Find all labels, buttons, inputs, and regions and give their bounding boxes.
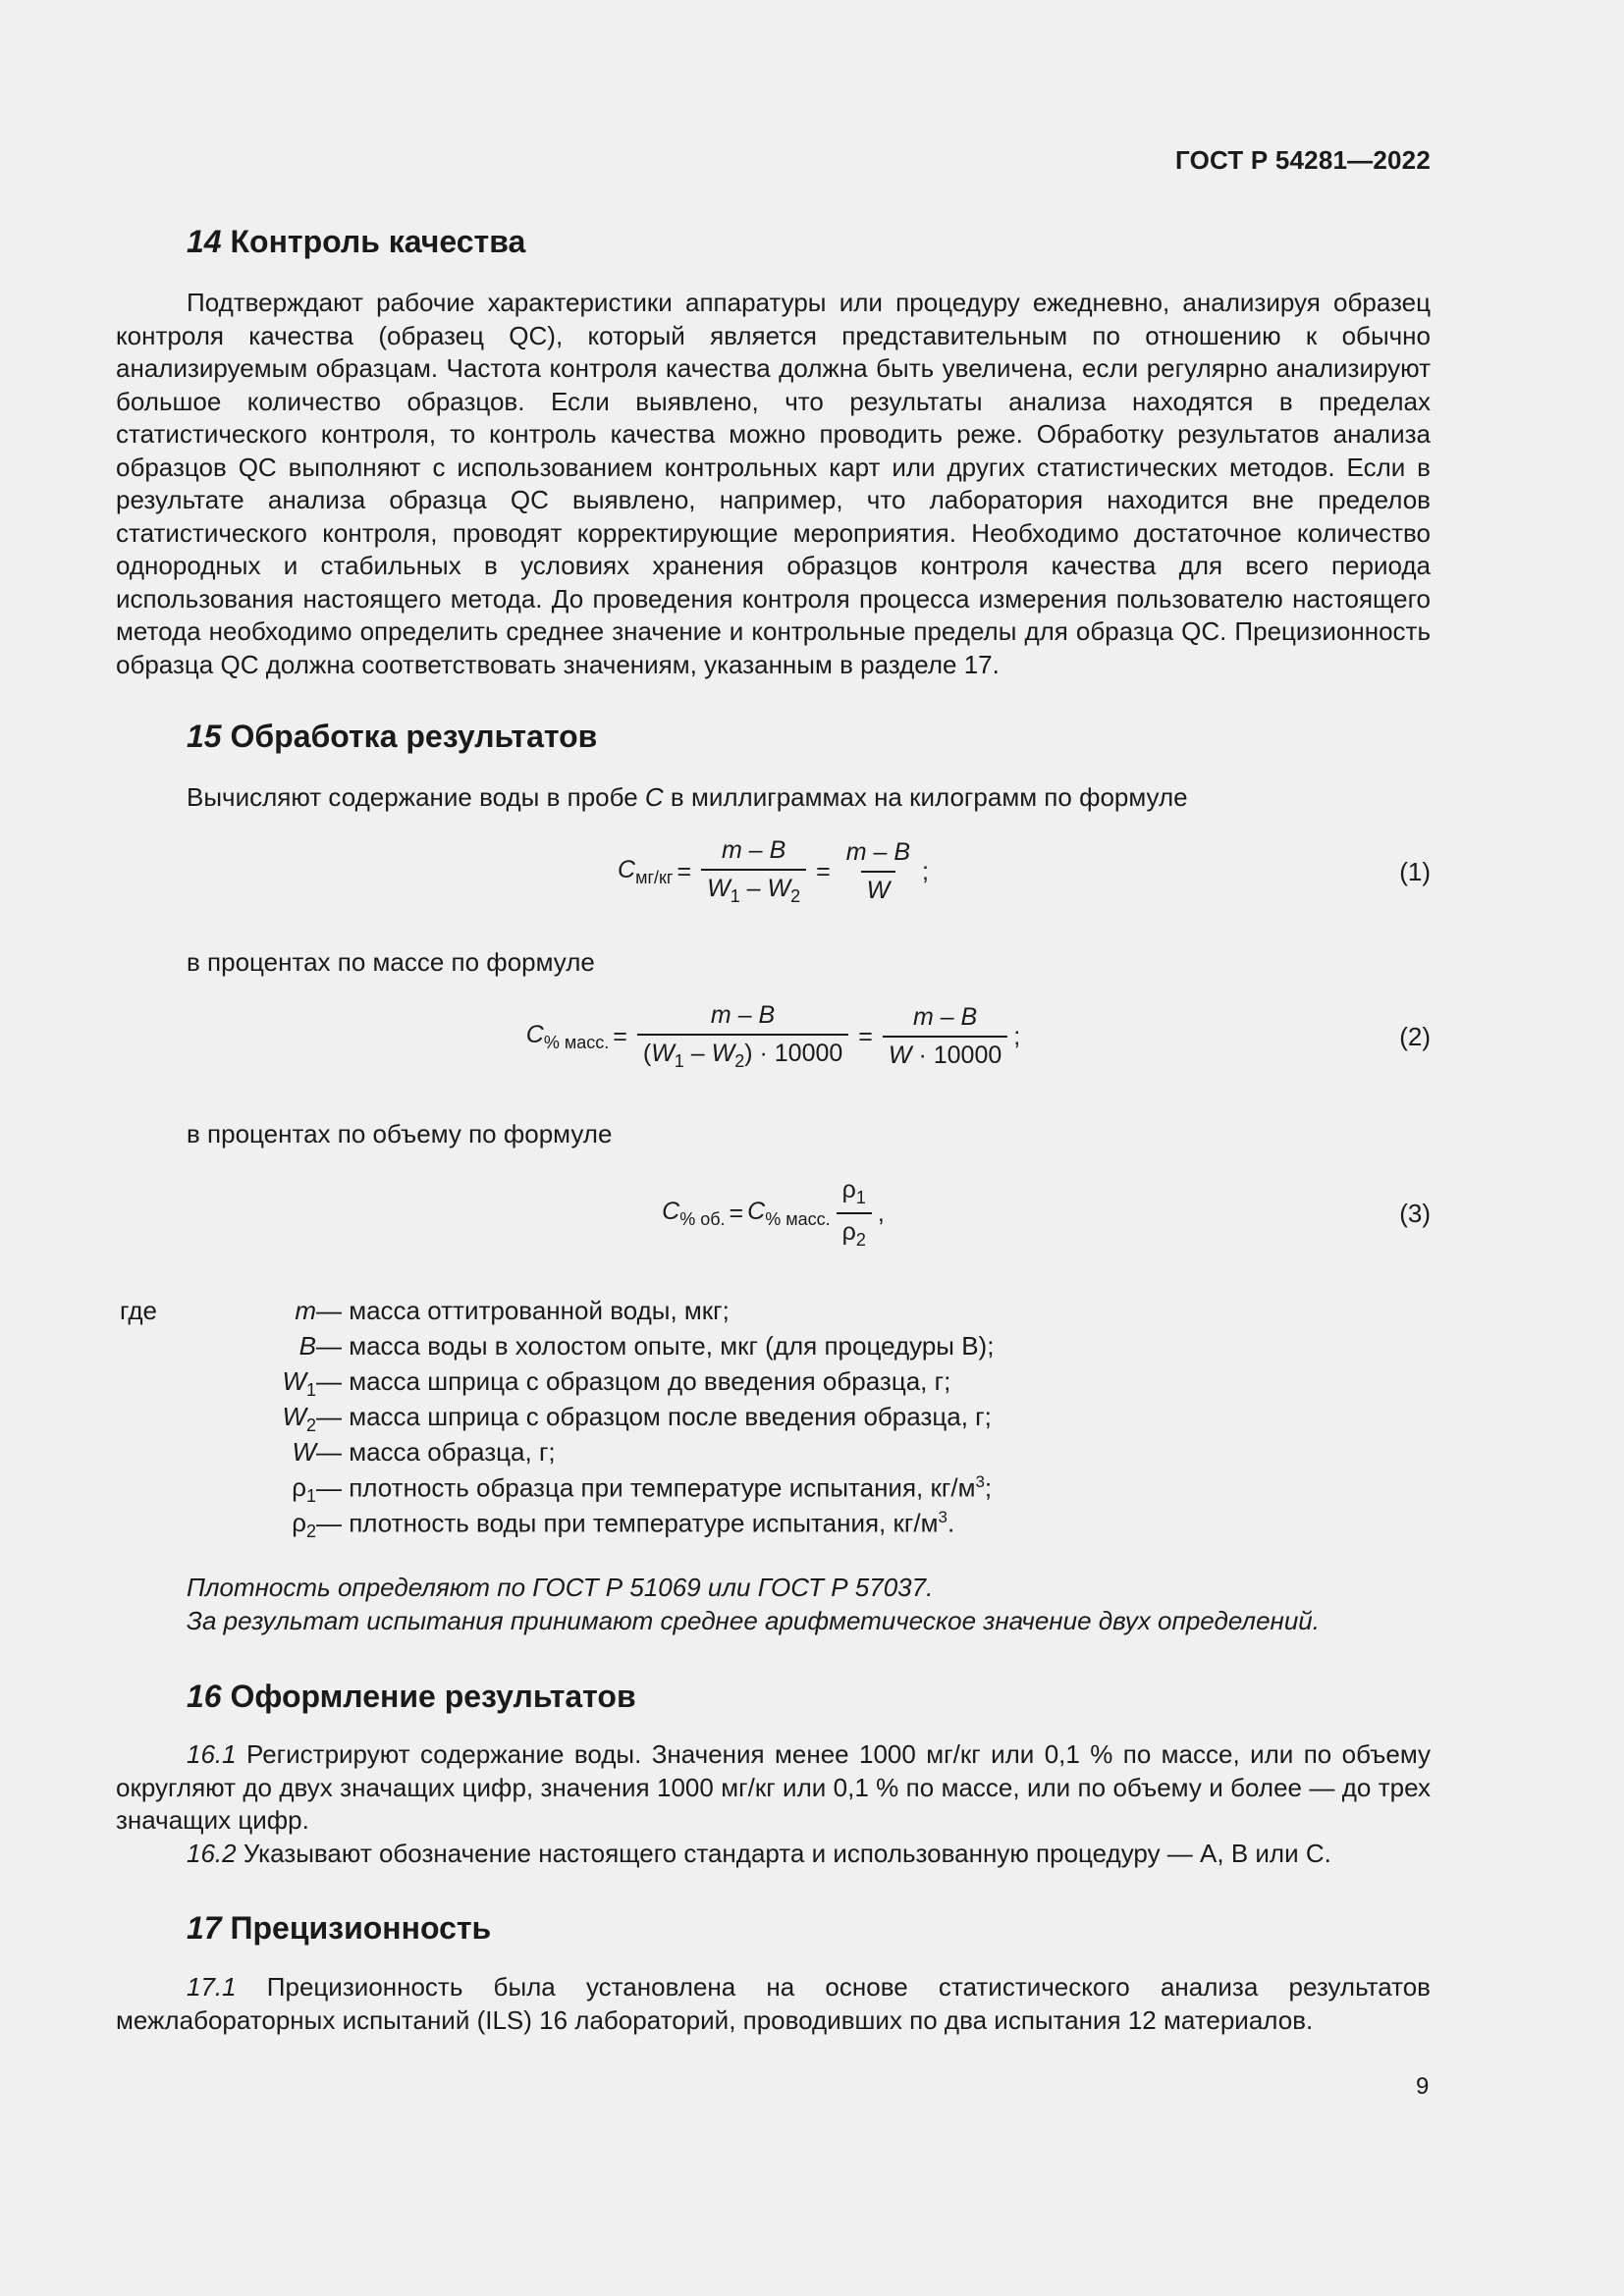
legend-description: — масса воды в холостом опыте, мкг (для процедуры В); <box>316 1331 995 1361</box>
section-number: 14 <box>187 224 222 259</box>
note-density: Плотность определяют по ГОСТ Р 51069 или ГОСТ Р 57037. <box>187 1573 934 1602</box>
section-number: 15 <box>187 719 222 754</box>
legend-row <box>116 1366 1431 1402</box>
document-header: ГОСТ Р 54281—2022 <box>1175 145 1431 175</box>
legend-row <box>116 1331 1431 1366</box>
intro-text-end: в миллиграммах на килограмм по формуле <box>663 782 1188 812</box>
legend-row <box>116 1472 1431 1508</box>
legend-symbol: $\rho_1$ <box>292 1472 316 1506</box>
formula-2-fraction-1: $\frac{m - B}{(W_1 - W_2) \cdot 10000}$ <box>637 1001 848 1072</box>
formula-1-fraction-1: $\frac{m - B}{W_1 - W_2}$ <box>701 836 806 907</box>
legend-description: — плотность воды при температуре испытания, $кг/м^3$. <box>316 1508 955 1538</box>
formula-3-lhs: $C_{\% об.}$ <box>662 1197 726 1229</box>
legend-description: — плотность образца при температуре испытания, $кг/м^3$; <box>316 1472 993 1503</box>
where-word: где <box>120 1296 157 1325</box>
legend-row <box>116 1437 1431 1472</box>
intro-text: Вычисляют содержание воды в пробе <box>187 782 645 812</box>
legend-symbol: B <box>298 1331 316 1361</box>
section-title-text: Оформление результатов <box>230 1679 636 1714</box>
legend-row <box>116 1296 1431 1331</box>
section-number: 17 <box>187 1910 222 1946</box>
section-title-text: Обработка результатов <box>230 719 598 754</box>
legend-symbol: $W_1$ <box>282 1366 316 1400</box>
page-number: 9 <box>1416 2073 1430 2100</box>
legend-symbol: $\rho_2$ <box>292 1508 316 1541</box>
formula-1-fraction-2: $\frac{m - B}{W}$ <box>845 838 911 904</box>
legend-description: — масса образца, г; <box>316 1437 556 1467</box>
section-number: 16 <box>187 1679 222 1714</box>
section-title-text: Контроль качества <box>230 224 526 259</box>
formula-2: $C_{\% масс.}$ = $\frac{m - B}{(W_1 - W_2) \cdot 10000}$ = $\frac{m - B}{W \cdot 10000}$ ; (2) <box>525 1001 1431 1071</box>
legend-symbol: W <box>292 1437 316 1467</box>
section-15-intro <box>187 782 1188 813</box>
equation-number-1: (1) <box>1399 856 1431 886</box>
section-16-1-paragraph: 16.1 Регистрируют содержание воды. Значения менее 1000 мг/кг или 0,1 % по массе, или по объему округляют до двух значащих цифр, значения 1000 мг/кг или 0,1 % по массе, или по объему и более — до трех значащих цифр. <box>116 1739 1431 1835</box>
formula-1: $C_{мг/кг}$ = $\frac{m - B}{W_1 - W_2}$ = $\frac{m - B}{W}$ ; (1) <box>618 836 1431 906</box>
legend-row <box>116 1508 1431 1543</box>
formula-3-rhs: $C_{\% масс.}$ <box>747 1197 831 1229</box>
section-17-1-paragraph: 17.1 Прецизионность была установлена на основе статистического анализа результатов межлабораторных испытаний (ILS) 16 лабораторий, проводивших по два испытания 12 материалов. <box>116 1972 1431 2035</box>
legend-description: — масса шприца с образцом после введения образца, г; <box>316 1402 992 1431</box>
section-15-title <box>187 719 597 755</box>
section-14-paragraph: Подтверждают рабочие характеристики аппаратуры или процедуру ежедневно, анализируя образец контроля качества (образец QC), который является представительным по отношению к обычно анализируемым образцам. Частота контроля качества должна быть увеличена, если регулярно анализируют большое количество образцов. Если выявлено, что результаты анализа находятся в пределах статистического контроля, то контроль качества можно проводить реже. Обработку результатов анализа образцов QC выполняют с использованием контрольных карт или других статистических методов. Если в результате анализа образца QC выявлено, например, что лаборатория находится вне пределов статистического контроля, проводят корректирующие мероприятия. Необходимо достаточное количество однородных и стабильных в условиях хранения образцов контроля качества для всего периода использования настоящего метода. До проведения контроля процесса измерения пользователю настоящего метода необходимо определить среднее значение и контрольные пределы для образца QC. Прецизионность образца QC должна соответствовать значениям, указанным в разделе 17. <box>116 288 1431 679</box>
legend-row <box>116 1402 1431 1437</box>
formula-3: $C_{\% об.}$ = $C_{\% масс.}$ $\frac{\rho_1}{\rho_2}$ , (3) <box>662 1176 1431 1250</box>
section-title-text: Прецизионность <box>230 1910 492 1946</box>
volume-formula-intro: в процентах по объему по формуле <box>187 1119 613 1148</box>
section-17-title <box>187 1910 491 1947</box>
section-16-title <box>187 1679 636 1715</box>
formula-3-fraction: $\frac{\rho_1}{\rho_2}$ <box>837 1176 872 1251</box>
section-16-2-paragraph: 16.2 Указывают обозначение настоящего стандарта и использованную процедуру — А, В или С. <box>187 1839 1331 1868</box>
note-result: За результат испытания принимают среднее арифметическое значение двух определений. <box>187 1606 1320 1635</box>
mass-formula-intro: в процентах по массе по формуле <box>187 947 595 977</box>
intro-symbol: C <box>644 782 664 812</box>
equation-number-3: (3) <box>1399 1198 1431 1228</box>
equation-number-2: (2) <box>1399 1021 1431 1051</box>
section-14-title <box>187 224 525 260</box>
legend-symbol: $W_2$ <box>282 1402 316 1435</box>
formula-2-lhs: $C_{\% масс.}$ <box>525 1020 610 1052</box>
legend-description: — масса шприца с образцом до введения образца, г; <box>316 1366 951 1396</box>
legend-description: — масса оттитрованной воды, мкг; <box>316 1296 730 1325</box>
formula-1-lhs: $C_{мг/кг}$ <box>618 855 674 887</box>
formula-2-fraction-2: $\frac{m - B}{W \cdot 10000}$ <box>883 1003 1007 1070</box>
legend-symbol: m <box>295 1296 316 1325</box>
